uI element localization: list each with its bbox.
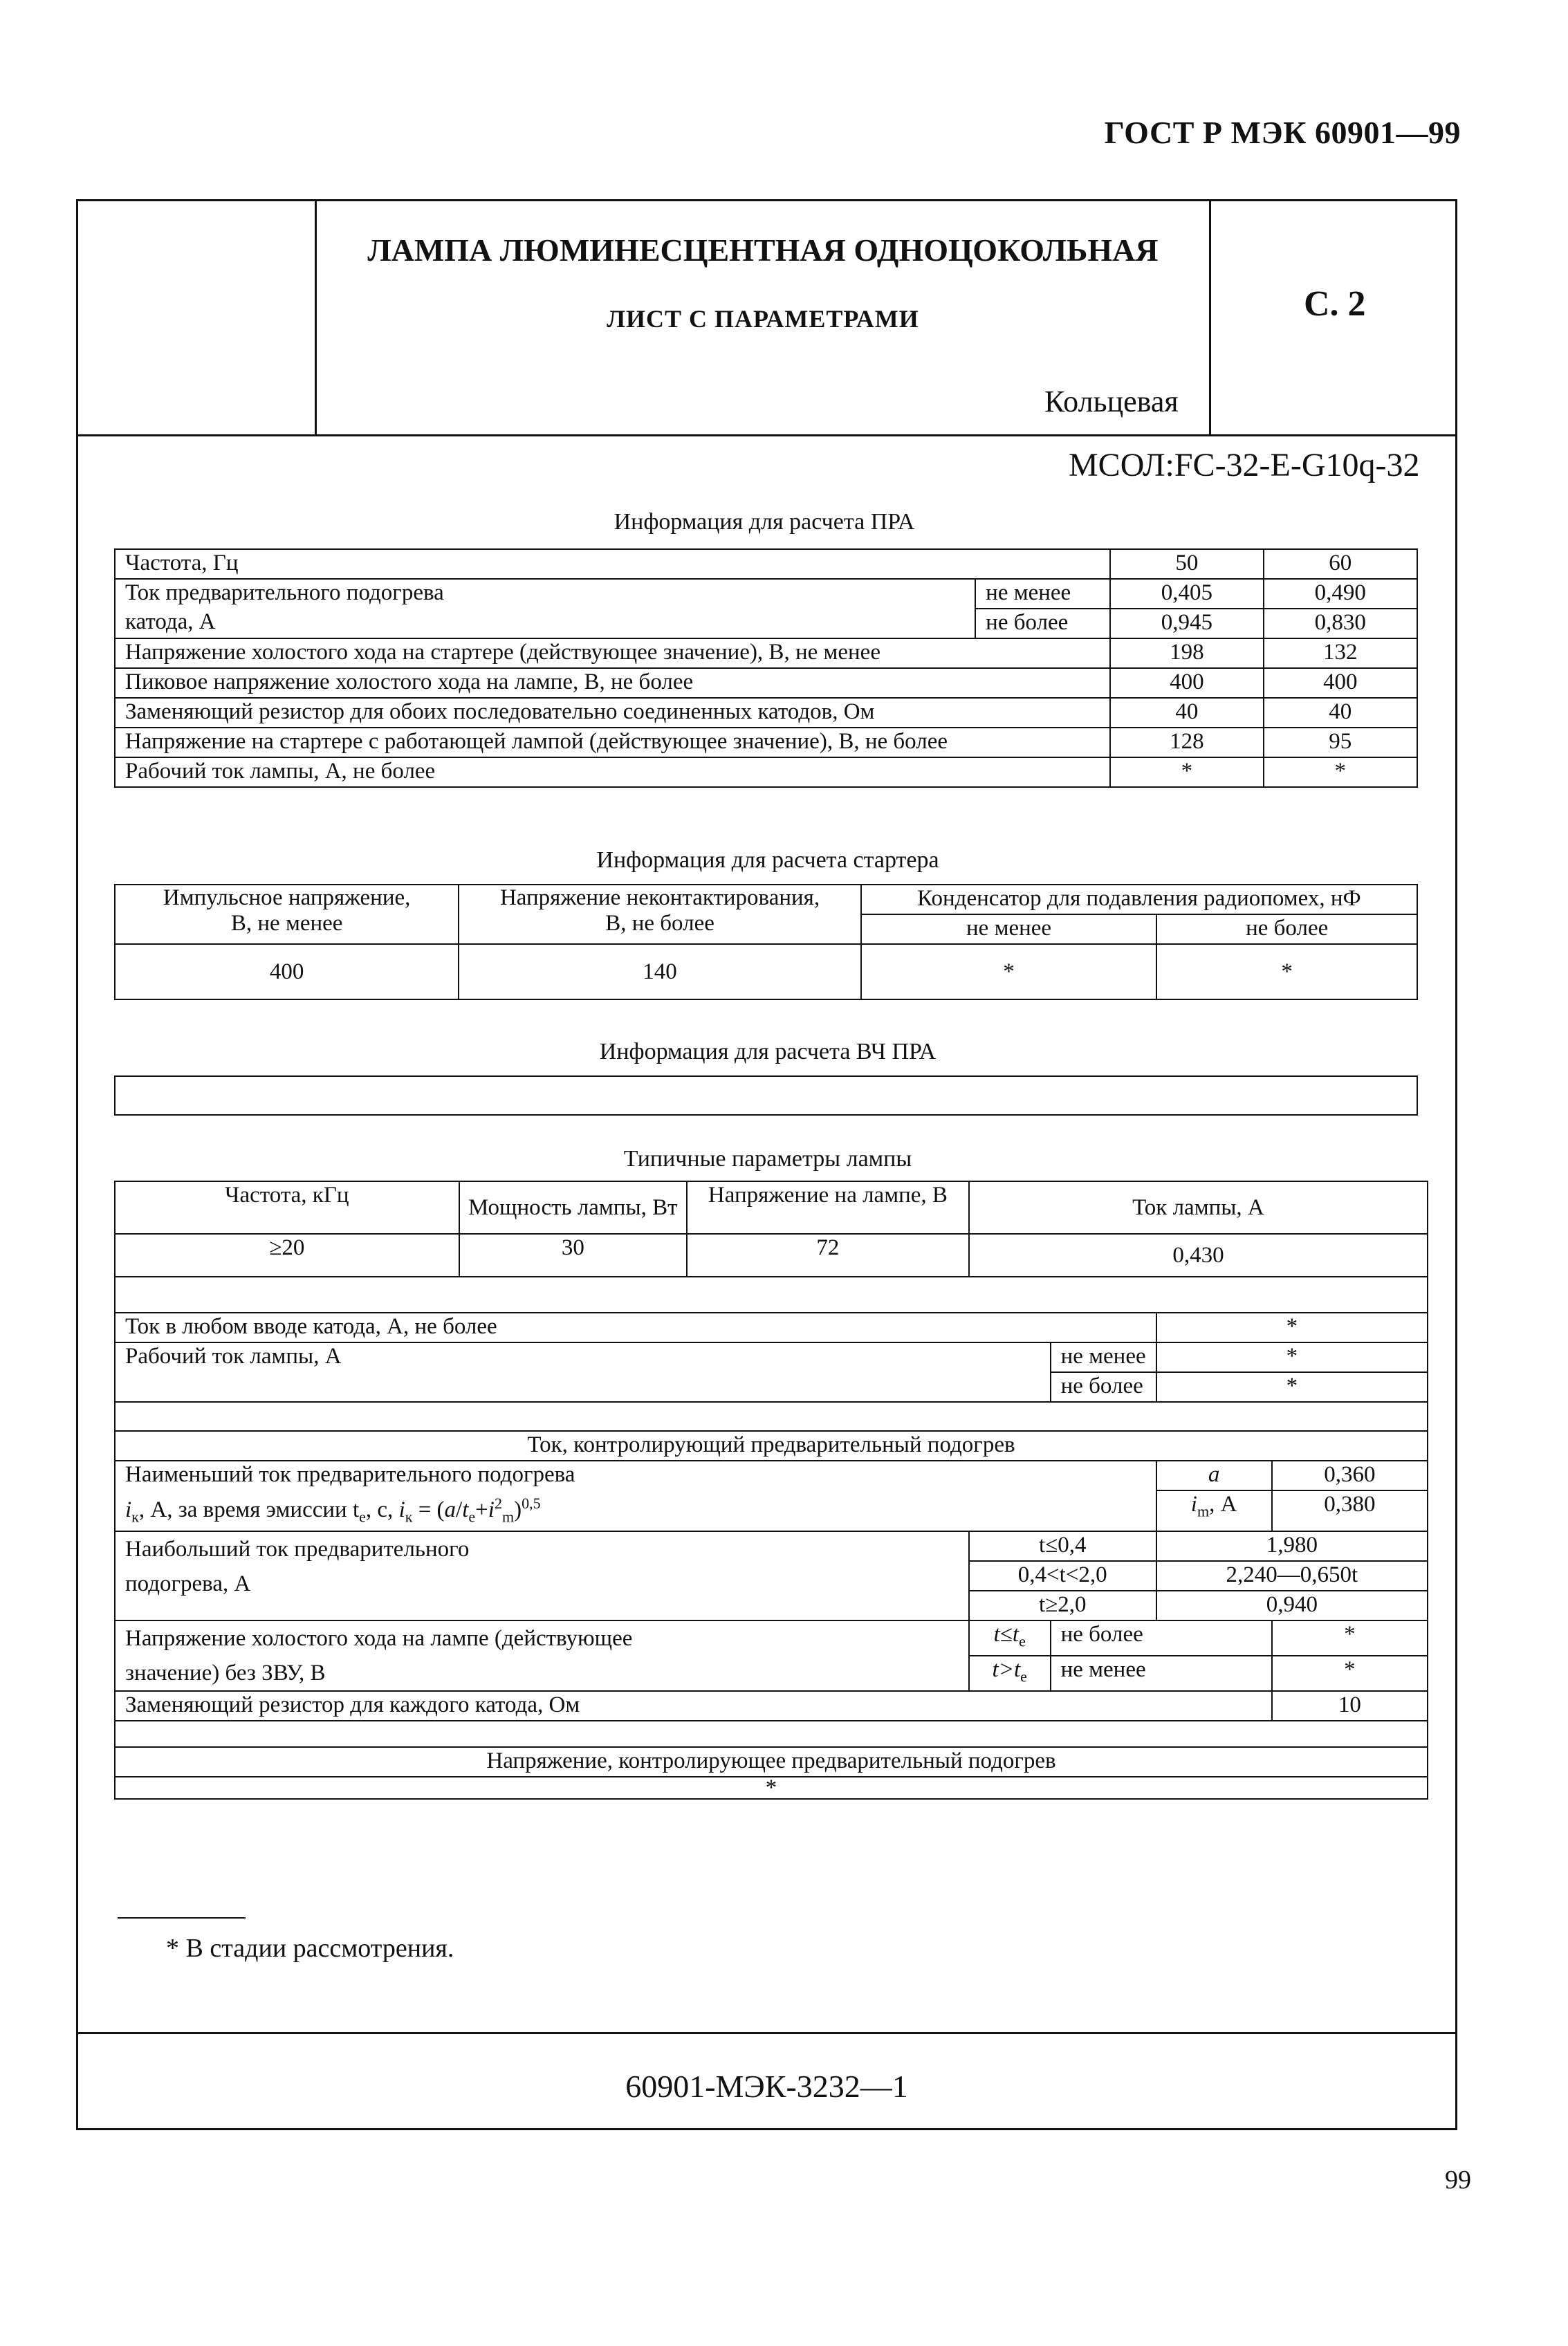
table-row: [115, 1402, 1428, 1431]
max-value: 0,940: [1156, 1591, 1428, 1620]
row-label: Напряжение на стартере с работающей лампой (действующее значение), В, не более: [115, 728, 1110, 757]
freq-50: 50: [1110, 549, 1263, 579]
pulse-voltage-value: 400: [115, 944, 459, 999]
non-contact-unit: В, не более: [605, 911, 714, 936]
ocv-label-1: Напряжение холостого хода на лампе (действующее: [125, 1625, 633, 1651]
max-cond: t≤0,4: [969, 1531, 1156, 1561]
row-label: Напряжение холостого хода на стартере (действующее значение), В, не менее: [115, 638, 1110, 668]
table-row: [115, 1531, 1428, 1561]
not-less-label: не менее: [975, 579, 1110, 609]
table-row: [115, 609, 1417, 638]
sheet-code: 60901-МЭК-3232—1: [625, 2069, 908, 2104]
divider: [76, 2032, 1457, 2034]
preheat-label: Ток предварительного подогрева: [115, 579, 975, 609]
divider: [76, 434, 1457, 436]
ocv-value: *: [1272, 1656, 1428, 1691]
table-row: [115, 698, 1417, 728]
table-row: [115, 549, 1417, 579]
im-unit: , А: [1209, 1492, 1237, 1517]
table-row: [115, 1181, 1428, 1234]
typical-table: [114, 1181, 1428, 1800]
ocv-limit: не более: [1051, 1620, 1272, 1656]
ballast-table: [114, 548, 1418, 788]
table-row: [115, 1620, 1428, 1656]
row-label: Заменяющий резистор для обоих последовательно соединенных катодов, Ом: [115, 698, 1110, 728]
a-label: [1156, 1461, 1272, 1490]
subst-resistor-value: 10: [1272, 1691, 1428, 1721]
hf-caption: Информация для расчета ВЧ ПРА: [599, 1039, 937, 1064]
value-50: 40: [1110, 698, 1263, 728]
non-contact-label: Напряжение неконтактирования,: [499, 885, 820, 910]
ballast-caption: Информация для расчета ПРА: [614, 509, 915, 535]
table-row: [115, 728, 1417, 757]
ocv-label: [115, 1620, 969, 1691]
preheat-min-50: 0,405: [1110, 579, 1263, 609]
capacitor-min-label: не менее: [861, 914, 1157, 944]
table-row: [115, 1342, 1428, 1372]
row-label: Рабочий ток лампы, А, не более: [115, 757, 1110, 787]
page-number: 99: [1445, 2165, 1471, 2195]
operating-current-label: Рабочий ток лампы, А: [115, 1342, 1051, 1402]
spacer: [115, 1721, 1428, 1747]
value-frequency: ≥20: [115, 1234, 459, 1277]
cathode-current-label: Ток в любом вводе катода, А, не более: [115, 1313, 1156, 1342]
preheat-label-cont: катода, А: [115, 609, 975, 638]
value-power: 30: [459, 1234, 687, 1277]
ocv-limit: не менее: [1051, 1656, 1272, 1691]
header-voltage: Напряжение на лампе, В: [687, 1181, 969, 1234]
value-voltage: 72: [687, 1234, 969, 1277]
row-label: Пиковое напряжение холостого хода на лампе, В, не более: [115, 668, 1110, 698]
emission-label: , А, за время эмиссии t: [138, 1497, 360, 1522]
capacitor-max-value: *: [1156, 944, 1417, 999]
lamp-title: ЛАМПА ЛЮМИНЕСЦЕНТНАЯ ОДНОЦОКОЛЬНАЯ: [367, 232, 1159, 268]
starter-table: [114, 884, 1418, 1000]
a-value: 0,360: [1272, 1461, 1428, 1490]
max-value: 1,980: [1156, 1531, 1428, 1561]
pulse-voltage-label: Импульсное напряжение,: [163, 885, 411, 910]
cathode-current-value: *: [1156, 1313, 1428, 1342]
preheat-max-50: 0,945: [1110, 609, 1263, 638]
table-row: [115, 1490, 1428, 1531]
im-symbol: i: [1190, 1492, 1197, 1517]
table-row: [115, 1461, 1428, 1490]
value-60: 40: [1264, 698, 1417, 728]
table-row: [115, 579, 1417, 609]
ocv-cond: $t>t_e$: [969, 1656, 1051, 1691]
value-current: 0,430: [969, 1234, 1428, 1277]
im-label: $i_m$, А: [1156, 1490, 1272, 1531]
spacer: [115, 1277, 1428, 1313]
preheat-min-60: 0,490: [1264, 579, 1417, 609]
capacitor-max-label: не более: [1156, 914, 1417, 944]
value-50: *: [1110, 757, 1263, 787]
table-row: [115, 1777, 1428, 1799]
non-contact-header: [459, 885, 860, 944]
op-max-label: не более: [1051, 1372, 1156, 1402]
table-row: [115, 1313, 1428, 1342]
max-preheat-label-2: подогрева, А: [125, 1571, 251, 1596]
value-50: 128: [1110, 728, 1263, 757]
value-60: 132: [1264, 638, 1417, 668]
header-power: Мощность лампы, Вт: [459, 1181, 687, 1234]
value-60: 400: [1264, 668, 1417, 698]
capacitor-min-value: *: [861, 944, 1157, 999]
max-preheat-label: [115, 1531, 969, 1620]
value-60: 95: [1264, 728, 1417, 757]
im-value: 0,380: [1272, 1490, 1428, 1531]
capacitor-header: Конденсатор для подавления радиопомех, нФ: [861, 885, 1417, 914]
a-symbol: a: [1208, 1462, 1220, 1487]
table-row: [115, 668, 1417, 698]
max-cond: 0,4<t<2,0: [969, 1561, 1156, 1591]
header-frequency: Частота, кГц: [115, 1181, 459, 1234]
ocv-cond-text: t>t: [992, 1656, 1021, 1682]
min-preheat-label: Наименьший ток предварительного подогрева: [115, 1461, 1156, 1490]
op-min-value: *: [1156, 1342, 1428, 1372]
footnote: * В стадии рассмотрения.: [166, 1934, 454, 1963]
table-row: [115, 1277, 1428, 1313]
typical-caption: Типичные параметры лампы: [623, 1146, 912, 1172]
table-row: [115, 638, 1417, 668]
hf-empty-box: [114, 1075, 1418, 1116]
spacer: [115, 1402, 1428, 1431]
max-cond: t≥2,0: [969, 1591, 1156, 1620]
op-min-label: не менее: [1051, 1342, 1156, 1372]
footnote-rule: [118, 1917, 246, 1919]
max-preheat-label-1: Наибольший ток предварительного: [125, 1536, 470, 1562]
lamp-shape: Кольцевая: [1044, 385, 1179, 418]
lamp-designation: МСОЛ:FC-32-E-G10q-32: [1069, 447, 1420, 483]
pulse-voltage-header: [115, 885, 459, 944]
divider: [1209, 199, 1211, 434]
document-id: ГОСТ Р МЭК 60901—99: [1104, 115, 1461, 150]
table-row: [115, 1431, 1428, 1461]
table-row: [115, 885, 1417, 914]
value-50: 198: [1110, 638, 1263, 668]
non-contact-value: 140: [459, 944, 860, 999]
ocv-value: *: [1272, 1620, 1428, 1656]
value-60: *: [1264, 757, 1417, 787]
preheat-control-title: Ток, контролирующий предварительный подогрев: [115, 1431, 1428, 1461]
voltage-control-title: Напряжение, контролирующее предварительный подогрев: [115, 1747, 1428, 1777]
voltage-control-value: *: [115, 1777, 1428, 1799]
ocv-label-2: значение) без ЗВУ, В: [125, 1660, 326, 1685]
table-row: [115, 1234, 1428, 1277]
op-max-value: *: [1156, 1372, 1428, 1402]
not-more-label: не более: [975, 609, 1110, 638]
ocv-cond-text: t≤t: [993, 1621, 1020, 1647]
table-row: [115, 1691, 1428, 1721]
sheet-subtitle: ЛИСТ С ПАРАМЕТРАМИ: [607, 305, 919, 333]
header-current: Ток лампы, А: [969, 1181, 1428, 1234]
table-row: [115, 944, 1417, 999]
pulse-voltage-unit: В, не менее: [230, 911, 343, 936]
table-row: [115, 757, 1417, 787]
table-row: [115, 1747, 1428, 1777]
ik-symbol: i: [125, 1497, 132, 1522]
subst-resistor-label: Заменяющий резистор для каждого катода, Ом: [115, 1691, 1272, 1721]
freq-label: Частота, Гц: [115, 549, 1110, 579]
min-preheat-formula: $i_к$, А, за время эмиссии $t_e$, с, $i_к = (a/t_e+i^2_m)^{0,5}$: [115, 1490, 1156, 1531]
table-row: [115, 1721, 1428, 1747]
max-value: 2,240—0,650t: [1156, 1561, 1428, 1591]
preheat-max-60: 0,830: [1264, 609, 1417, 638]
ocv-cond: $t\le t_e$: [969, 1620, 1051, 1656]
value-50: 400: [1110, 668, 1263, 698]
starter-caption: Информация для расчета стартера: [596, 847, 939, 873]
sheet-number: С. 2: [1304, 284, 1366, 324]
freq-60: 60: [1264, 549, 1417, 579]
